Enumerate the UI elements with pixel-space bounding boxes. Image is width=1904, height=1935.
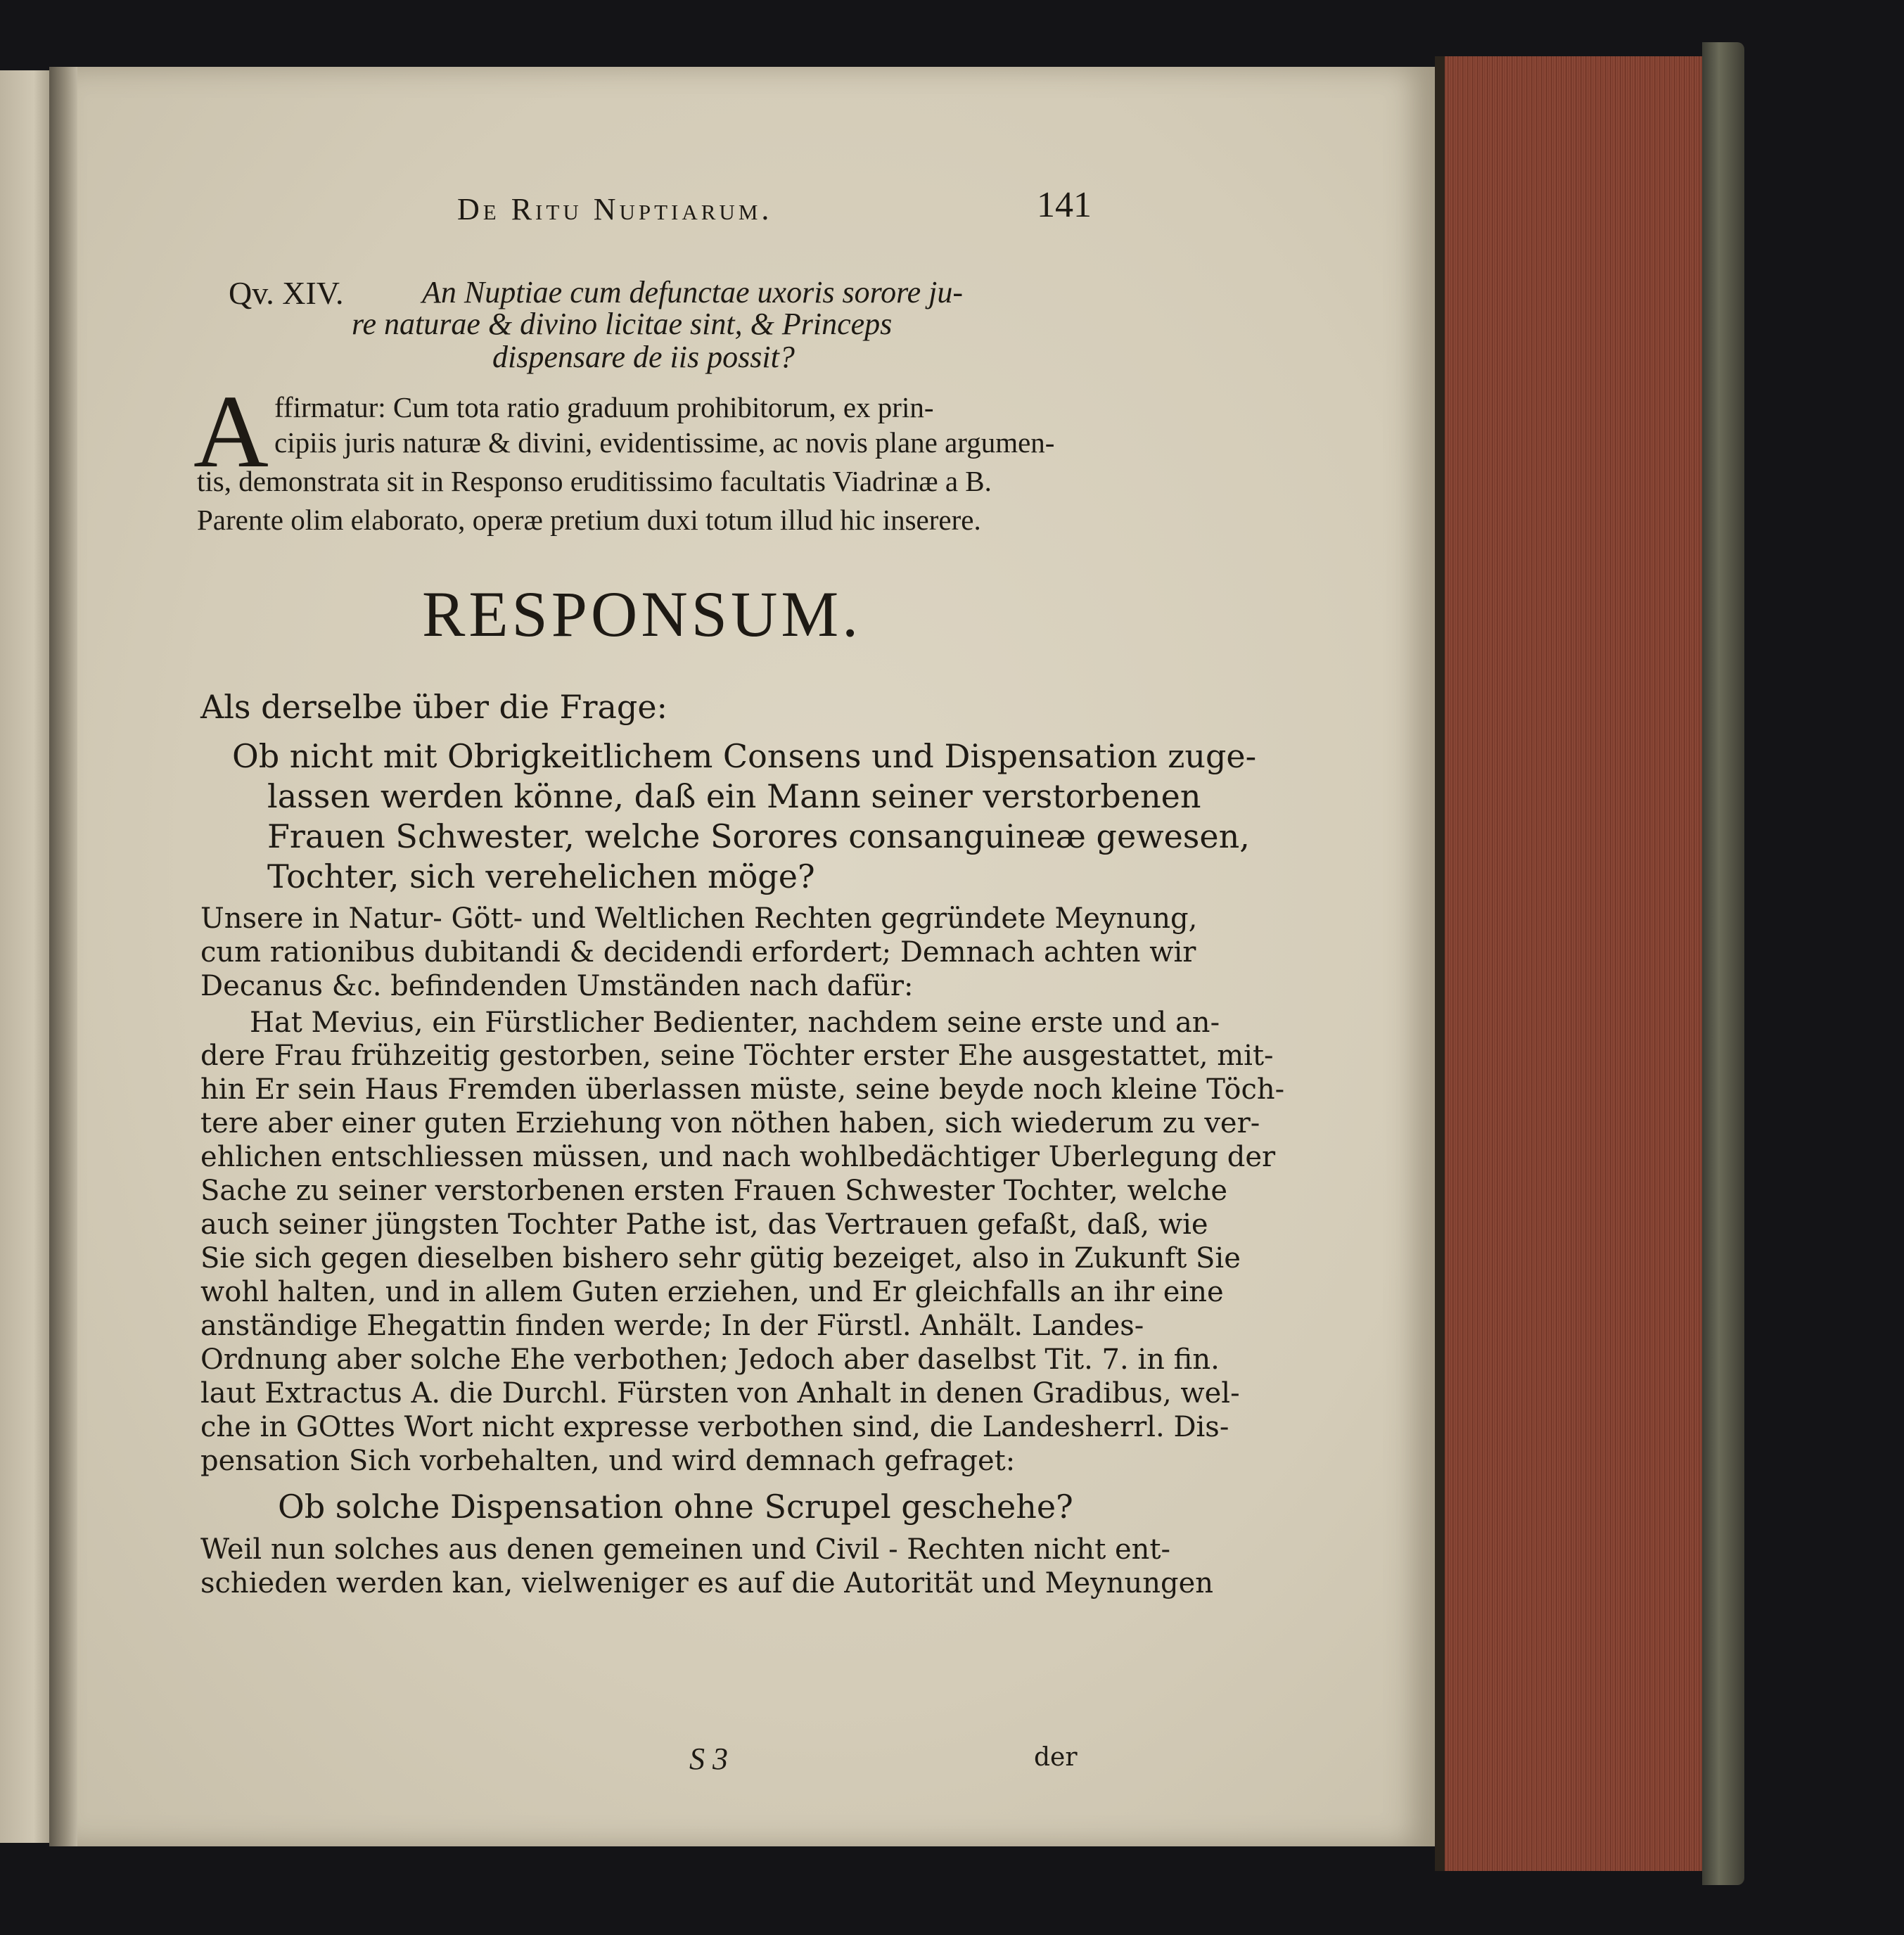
body-line: wohl halten, und in allem Guten erziehen, und Er gleichfalls an ihr eine xyxy=(200,1276,1224,1308)
intro-line: tis, demonstrata sit in Responso eruditissimo facultatis Viadrinæ a B. xyxy=(197,465,992,497)
body-line: che in GOttes Wort nicht expresse verbothen sind, die Landesherrl. Dis- xyxy=(200,1411,1229,1443)
body-line: Decanus &c. befindenden Umständen nach dafür: xyxy=(200,970,914,1002)
body-line: Als derselbe über die Frage: xyxy=(200,688,668,726)
catchword: der xyxy=(1034,1743,1078,1772)
body-line: cum rationibus dubitandi & decidendi erfordert; Demnach achten wir xyxy=(200,936,1196,969)
body-line: Ob solche Dispensation ohne Scrupel geschehe? xyxy=(278,1488,1073,1526)
body-line: tere aber einer guten Erziehung von nöthen haben, sich wiederum zu ver- xyxy=(200,1107,1260,1139)
book-fore-edge xyxy=(1435,56,1723,1871)
body-line: Hat Mevius, ein Fürstlicher Bedienter, nachdem seine erste und an- xyxy=(250,1007,1220,1039)
intro-line: Parente olim elaborato, operæ pretium duxi totum illud hic inserere. xyxy=(197,504,981,536)
drop-cap: A xyxy=(193,374,269,490)
body-line: anständige Ehegattin finden werde; In der Fürstl. Anhält. Landes- xyxy=(200,1310,1144,1342)
intro-line: cipiis juris naturæ & divini, evidentissime, ac novis plane argumen- xyxy=(274,426,1055,459)
body-line: schieden werden kan, vielweniger es auf die Autorität und Meynungen xyxy=(200,1567,1214,1599)
intro-line: ffirmatur: Cum tota ratio graduum prohibitorum, ex prin- xyxy=(274,391,934,423)
body-line: Tochter, sich verehelichen möge? xyxy=(267,857,815,895)
book-gutter xyxy=(49,67,81,1846)
question-line: dispensare de iis possit? xyxy=(492,340,795,374)
body-line: Weil nun solches aus denen gemeinen und Civil - Rechten nicht ent- xyxy=(200,1533,1171,1566)
body-line: laut Extractus A. die Durchl. Fürsten von Anhalt in denen Gradibus, wel- xyxy=(200,1377,1240,1410)
body-line: hin Er sein Haus Fremden überlassen müste, seine beyde noch kleine Töch- xyxy=(200,1073,1285,1106)
body-line: ehlichen entschliessen müssen, und nach wohlbedächtiger Uberlegung der xyxy=(200,1141,1276,1173)
body-line: auch seiner jüngsten Tochter Pathe ist, das Vertrauen gefaßt, daß, wie xyxy=(200,1208,1208,1241)
question-line: re naturae & divino licitae sint, & Princeps xyxy=(352,307,893,341)
body-line: Ob nicht mit Obrigkeitlichem Consens und Dispensation zuge- xyxy=(232,737,1257,775)
signature-mark: S 3 xyxy=(689,1742,728,1776)
body-line: pensation Sich vorbehalten, und wird demnach gefraget: xyxy=(200,1445,1016,1477)
body-line: Sie sich gegen dieselben bishero sehr gütig bezeiget, also in Zukunft Sie xyxy=(200,1242,1241,1275)
body-line: Sache zu seiner verstorbenen ersten Frauen Schwester Tochter, welche xyxy=(200,1175,1228,1207)
previous-page-edge xyxy=(0,70,56,1843)
page-number: 141 xyxy=(1037,185,1092,225)
body-line: Unsere in Natur- Gött- und Weltlichen Rechten gegründete Meynung, xyxy=(200,902,1198,935)
body-line: Frauen Schwester, welche Sorores consanguineæ gewesen, xyxy=(267,817,1250,855)
body-line: lassen werden könne, daß ein Mann seiner verstorbenen xyxy=(267,777,1201,815)
body-line: dere Frau frühzeitig gestorben, seine Töchter erster Ehe ausgestattet, mit- xyxy=(200,1040,1274,1072)
question-line: An Nuptiae cum defunctae uxoris sorore ju- xyxy=(422,275,964,309)
running-title: De Ritu Nuptiarum. xyxy=(457,192,773,226)
question-label: Qv. XIV. xyxy=(229,275,344,311)
book-cover-edge xyxy=(1702,42,1744,1885)
section-heading: RESPONSUM. xyxy=(422,578,862,650)
body-line: Ordnung aber solche Ehe verbothen; Jedoch aber daselbst Tit. 7. in fin. xyxy=(200,1343,1220,1376)
